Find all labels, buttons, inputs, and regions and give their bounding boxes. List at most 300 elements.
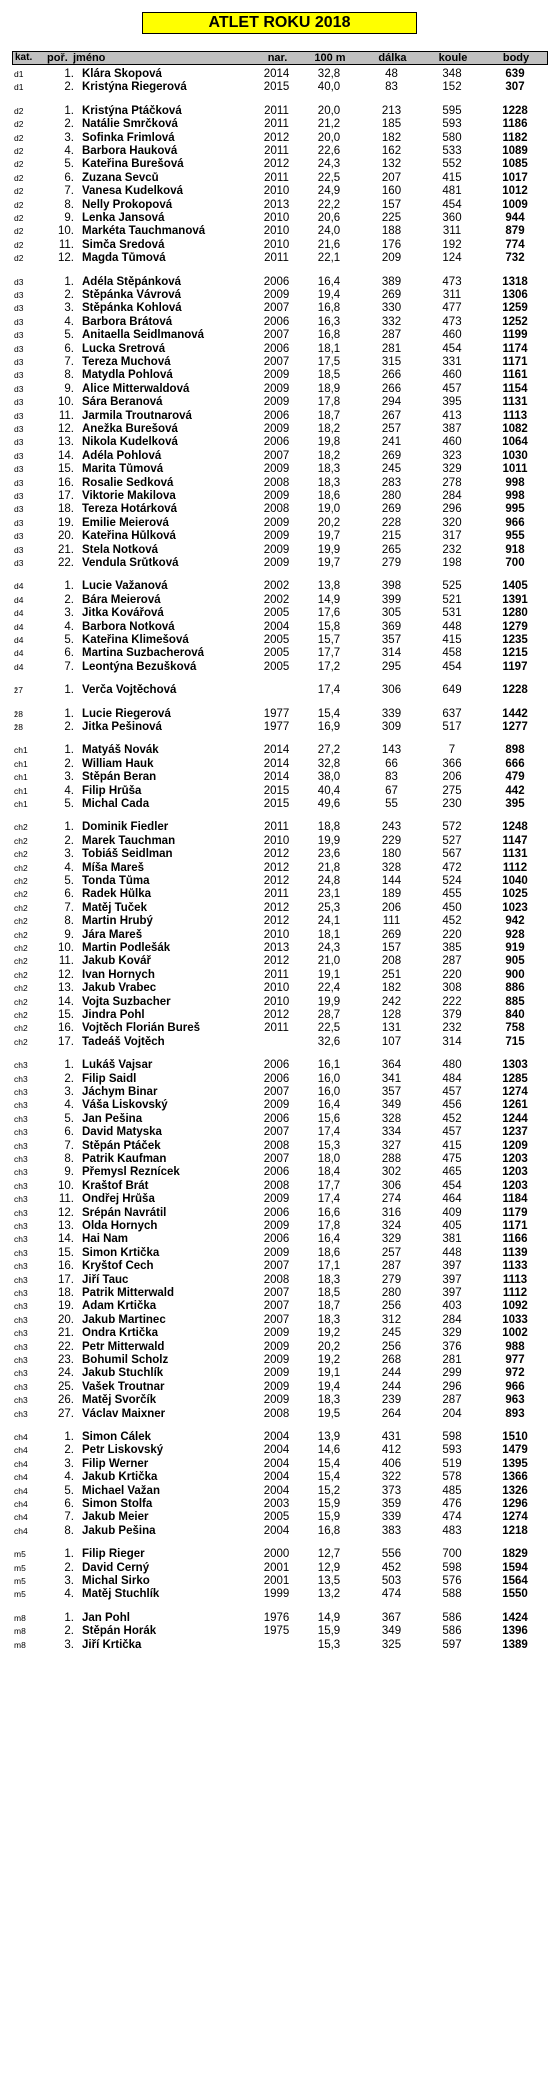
long-jump-cell: 398 — [381, 580, 402, 593]
birth-year-cell: 2004 — [263, 1457, 290, 1470]
rank-cell: 1. — [64, 104, 74, 117]
table-row — [12, 1525, 548, 1538]
long-jump-cell: 327 — [381, 1139, 402, 1152]
points-cell: 774 — [505, 238, 525, 251]
category-cell: d1 — [14, 69, 24, 79]
birth-year-cell: 2009 — [263, 1394, 290, 1407]
points-cell: 1017 — [502, 171, 528, 184]
shot-put-cell: 480 — [442, 1059, 462, 1072]
sprint-100m-cell: 19,8 — [317, 436, 341, 449]
points-cell: 1131 — [502, 848, 528, 861]
rank-cell: 13. — [58, 982, 74, 995]
points-cell: 885 — [505, 995, 525, 1008]
rank-cell: 4. — [64, 1099, 74, 1112]
birth-year-cell: 2014 — [263, 757, 290, 770]
points-cell: 1113 — [502, 409, 528, 422]
birth-year-cell: 2012 — [263, 131, 290, 144]
name-cell: Adam Krtička — [82, 1300, 157, 1313]
rank-cell: 8. — [64, 1524, 74, 1537]
header-dalka: dálka — [378, 52, 407, 64]
table-row — [12, 621, 548, 634]
birth-year-cell: 2015 — [263, 798, 290, 810]
long-jump-cell: 228 — [381, 516, 402, 529]
birth-year-cell: 2004 — [263, 1444, 290, 1457]
points-cell: 479 — [505, 771, 525, 784]
shot-put-cell: 484 — [442, 1072, 462, 1085]
shot-put-cell: 415 — [442, 634, 462, 646]
shot-put-cell: 454 — [442, 660, 462, 673]
long-jump-cell: 328 — [381, 1112, 402, 1125]
sprint-100m-cell: 25,3 — [317, 901, 341, 914]
category-cell: d3 — [14, 357, 24, 367]
sprint-100m-cell: 27,2 — [317, 744, 341, 757]
name-cell: Matyáš Novák — [82, 744, 159, 757]
name-cell: Lenka Jansová — [82, 212, 165, 224]
sprint-100m-cell: 38,0 — [317, 771, 341, 784]
shot-put-cell: 457 — [442, 1086, 462, 1098]
sprint-100m-cell: 21,2 — [317, 118, 341, 131]
category-cell: ch3 — [14, 1073, 28, 1084]
rank-cell: 2. — [64, 834, 74, 847]
birth-year-cell: 2005 — [263, 634, 290, 646]
header-poradi: poř. — [47, 52, 68, 64]
long-jump-cell: 283 — [381, 476, 402, 489]
rank-cell: 2. — [64, 757, 74, 770]
header-jmeno: jméno — [73, 52, 106, 64]
name-cell: Kristýna Ptáčková — [82, 104, 182, 117]
rank-cell: 23. — [58, 1354, 74, 1366]
table-row — [12, 1300, 548, 1313]
shot-put-cell: 403 — [442, 1300, 462, 1313]
sprint-100m-cell: 20,6 — [317, 212, 341, 224]
points-cell: 1424 — [502, 1611, 528, 1624]
shot-put-cell: 281 — [442, 1354, 462, 1366]
shot-put-cell: 472 — [442, 861, 462, 874]
rank-cell: 15. — [58, 463, 74, 476]
long-jump-cell: 189 — [381, 888, 402, 901]
shot-put-cell: 397 — [442, 1287, 462, 1299]
shot-put-cell: 415 — [442, 171, 462, 184]
points-cell: 1274 — [502, 1086, 528, 1098]
category-cell: ch2 — [14, 916, 28, 927]
birth-year-cell: 2010 — [263, 225, 290, 238]
points-cell: 1113 — [502, 1273, 528, 1286]
points-cell: 1228 — [502, 684, 528, 697]
shot-put-cell: 287 — [442, 1394, 462, 1407]
sprint-100m-cell: 15,3 — [317, 1638, 341, 1651]
shot-put-cell: 275 — [442, 784, 462, 797]
sprint-100m-cell: 18,7 — [317, 409, 341, 422]
long-jump-cell: 314 — [381, 647, 402, 660]
rank-cell: 4. — [64, 1471, 74, 1484]
sprint-100m-cell: 20,0 — [317, 104, 341, 117]
category-cell: d3 — [14, 343, 24, 354]
long-jump-cell: 431 — [381, 1431, 402, 1443]
name-cell: Matěj Tuček — [82, 901, 147, 914]
points-cell: 1326 — [502, 1484, 528, 1497]
birth-year-cell: 2009 — [263, 1099, 290, 1112]
category-cell: d1 — [14, 82, 24, 93]
points-cell: 1139 — [502, 1246, 528, 1259]
shot-put-cell: 387 — [442, 423, 462, 435]
birth-year-cell: 2015 — [263, 81, 290, 94]
table-row — [12, 530, 548, 543]
long-jump-cell: 279 — [381, 1273, 402, 1286]
table-row — [12, 343, 548, 356]
table-row — [12, 798, 548, 811]
birth-year-cell: 2009 — [263, 490, 290, 502]
name-cell: Štěpán Horák — [82, 1625, 157, 1638]
sprint-100m-cell: 18,7 — [317, 1300, 341, 1313]
category-cell: ch3 — [14, 1395, 28, 1406]
birth-year-cell: 2004 — [263, 1471, 290, 1484]
sprint-100m-cell: 17,6 — [317, 607, 341, 620]
long-jump-cell: 176 — [381, 238, 402, 251]
points-cell: 905 — [505, 955, 525, 968]
shot-put-cell: 527 — [442, 834, 462, 847]
long-jump-cell: 245 — [381, 463, 402, 476]
birth-year-cell: 2009 — [263, 530, 290, 543]
points-cell: 919 — [505, 942, 525, 954]
name-cell: Kateřina Hůlková — [82, 530, 176, 543]
category-cell: d3 — [14, 544, 24, 555]
shot-put-cell: 329 — [442, 463, 462, 476]
shot-put-cell: 220 — [442, 968, 462, 981]
table-row — [12, 634, 548, 647]
shot-put-cell: 700 — [442, 1548, 462, 1561]
name-cell: Michal Sirko — [82, 1575, 150, 1587]
rank-cell: 2. — [64, 81, 74, 94]
category-cell: d4 — [14, 661, 24, 672]
birth-year-cell: 2002 — [263, 580, 290, 593]
rank-cell: 10. — [58, 1179, 74, 1192]
table-row — [12, 1625, 548, 1638]
long-jump-cell: 280 — [381, 490, 402, 502]
rank-cell: 2. — [64, 1072, 74, 1085]
birth-year-cell: 2003 — [263, 1498, 290, 1510]
table-row — [12, 1180, 548, 1193]
category-cell: ch3 — [14, 1180, 28, 1191]
rank-cell: 6. — [64, 342, 74, 355]
table-row — [12, 1431, 548, 1444]
shot-put-cell: 415 — [442, 1139, 462, 1152]
sprint-100m-cell: 18,4 — [317, 1166, 341, 1179]
category-cell: ch4 — [14, 1512, 28, 1523]
sprint-100m-cell: 13,8 — [317, 580, 341, 593]
table-row — [12, 1498, 548, 1511]
rank-cell: 4. — [64, 784, 74, 797]
points-cell: 1564 — [502, 1575, 528, 1587]
birth-year-cell: 2006 — [263, 315, 290, 328]
sprint-100m-cell: 19,9 — [317, 834, 341, 847]
category-cell: ch3 — [14, 1194, 28, 1205]
name-cell: Barbora Brátová — [82, 315, 173, 328]
sprint-100m-cell: 19,4 — [317, 289, 341, 301]
long-jump-cell: 229 — [381, 834, 402, 847]
name-cell: Zuzana Sevců — [82, 171, 159, 184]
name-cell: Patrik Mitterwald — [82, 1287, 175, 1299]
rank-cell: 8. — [64, 1153, 74, 1165]
table-row — [12, 302, 548, 315]
sprint-100m-cell: 13,2 — [317, 1588, 341, 1601]
long-jump-cell: 132 — [381, 158, 402, 171]
rank-cell: 7. — [64, 185, 74, 198]
shot-put-cell: 454 — [442, 1179, 462, 1192]
name-cell: Kateřina Burešová — [82, 158, 184, 171]
sprint-100m-cell: 20,2 — [317, 1340, 341, 1353]
table-row — [12, 862, 548, 875]
name-cell: Štěpánka Vávrová — [82, 289, 182, 301]
points-cell: 1218 — [502, 1524, 528, 1537]
sprint-100m-cell: 21,6 — [317, 238, 341, 251]
table-row — [12, 1562, 548, 1575]
name-cell: Filip Saidl — [82, 1072, 137, 1085]
rank-cell: 12. — [58, 423, 74, 435]
name-cell: Bohumil Scholz — [82, 1354, 169, 1366]
rank-cell: 1. — [64, 275, 74, 288]
rank-cell: 5. — [64, 329, 74, 342]
birth-year-cell: 2012 — [263, 901, 290, 914]
long-jump-cell: 244 — [381, 1367, 402, 1380]
name-cell: Rosalie Šedková — [82, 476, 174, 489]
shot-put-cell: 284 — [442, 490, 462, 502]
sprint-100m-cell: 32,6 — [317, 1035, 341, 1048]
category-cell: ch3 — [14, 1247, 28, 1258]
name-cell: Matydla Pohlová — [82, 369, 173, 382]
sprint-100m-cell: 21,0 — [317, 955, 341, 968]
birth-year-cell: 2010 — [263, 834, 290, 847]
long-jump-cell: 143 — [381, 744, 402, 757]
sprint-100m-cell: 18,5 — [317, 369, 341, 382]
rank-cell: 3. — [64, 607, 74, 620]
long-jump-cell: 239 — [381, 1394, 402, 1407]
rank-cell: 16. — [58, 1260, 74, 1273]
category-cell: d3 — [14, 410, 24, 421]
header-koule: koule — [438, 52, 468, 64]
category-cell: d4 — [14, 594, 24, 605]
shot-put-cell: 637 — [442, 707, 462, 720]
category-cell: ch3 — [14, 1301, 28, 1312]
table-row — [12, 942, 548, 955]
name-cell: Štěpánka Kohlová — [82, 302, 182, 315]
sprint-100m-cell: 22,5 — [317, 171, 341, 184]
name-cell: Nelly Prokopová — [82, 198, 173, 211]
rank-cell: 16. — [58, 476, 74, 489]
shot-put-cell: 457 — [442, 1126, 462, 1139]
table-row — [12, 1099, 548, 1112]
sprint-100m-cell: 18,1 — [317, 928, 341, 941]
shot-put-cell: 455 — [442, 888, 462, 901]
category-cell: d4 — [14, 581, 24, 592]
category-cell: d3 — [14, 424, 24, 434]
table-row — [12, 1220, 548, 1233]
sprint-100m-cell: 19,4 — [317, 1380, 341, 1393]
table-row — [12, 145, 548, 158]
shot-put-cell: 198 — [442, 557, 462, 569]
shot-put-cell: 413 — [442, 409, 462, 422]
sprint-100m-cell: 17,4 — [317, 1126, 341, 1139]
rank-cell: 22. — [58, 1340, 74, 1353]
rank-cell: 5. — [64, 1112, 74, 1125]
table-row — [12, 955, 548, 968]
category-cell: d3 — [14, 316, 24, 327]
category-cell: ch4 — [14, 1499, 28, 1509]
shot-put-cell: 460 — [442, 369, 462, 382]
points-cell: 1442 — [502, 707, 528, 720]
table-row — [12, 1548, 548, 1561]
shot-put-cell: 450 — [442, 901, 462, 914]
shot-put-cell: 576 — [442, 1575, 462, 1587]
long-jump-cell: 241 — [381, 436, 402, 449]
rank-cell: 9. — [64, 382, 74, 395]
rank-cell: 26. — [58, 1394, 74, 1407]
category-cell: d2 — [14, 186, 24, 197]
rank-cell: 6. — [64, 888, 74, 901]
name-cell: Michael Važan — [82, 1484, 160, 1497]
points-cell: 972 — [505, 1367, 525, 1380]
long-jump-cell: 556 — [381, 1548, 402, 1561]
name-cell: Anitaella Seidlmanová — [82, 329, 205, 342]
long-jump-cell: 83 — [385, 771, 398, 784]
birth-year-cell: 2011 — [264, 145, 289, 157]
shot-put-cell: 598 — [442, 1431, 462, 1443]
birth-year-cell: 2009 — [263, 1354, 290, 1366]
category-cell: d4 — [14, 648, 24, 659]
rank-cell: 13. — [58, 436, 74, 449]
birth-year-cell: 2015 — [263, 784, 290, 797]
birth-year-cell: 2007 — [263, 1313, 290, 1326]
sprint-100m-cell: 17,7 — [317, 647, 341, 660]
points-cell: 1011 — [502, 463, 528, 476]
category-cell: ch1 — [14, 799, 28, 809]
points-cell: 1147 — [502, 834, 528, 847]
long-jump-cell: 182 — [381, 982, 402, 995]
shot-put-cell: 578 — [442, 1471, 462, 1484]
birth-year-cell: 2000 — [263, 1548, 290, 1561]
sprint-100m-cell: 20,2 — [317, 516, 341, 529]
name-cell: Vojta Suzbacher — [82, 995, 171, 1008]
category-cell: ch3 — [14, 1100, 28, 1111]
sprint-100m-cell: 22,2 — [317, 198, 341, 211]
name-cell: Lucie Riegerová — [82, 707, 171, 720]
shot-put-cell: 284 — [442, 1313, 462, 1326]
long-jump-cell: 329 — [381, 1233, 402, 1246]
table-row — [12, 1086, 548, 1099]
birth-year-cell: 2011 — [264, 821, 289, 834]
rank-cell: 10. — [58, 942, 74, 954]
long-jump-cell: 256 — [381, 1300, 402, 1313]
shot-put-cell: 524 — [442, 875, 462, 887]
points-cell: 998 — [505, 476, 525, 489]
category-cell: ch3 — [14, 1341, 28, 1352]
name-cell: Tadeáš Vojtěch — [82, 1035, 165, 1048]
category-cell: d2 — [14, 146, 24, 156]
table-row — [12, 1153, 548, 1166]
sprint-100m-cell: 22,6 — [317, 145, 341, 157]
points-cell: 918 — [505, 543, 525, 556]
shot-put-cell: 483 — [442, 1524, 462, 1537]
category-cell: ch3 — [14, 1288, 28, 1298]
points-cell: 700 — [505, 557, 525, 569]
birth-year-cell: 2012 — [263, 955, 290, 968]
category-cell: ch1 — [14, 745, 28, 756]
sprint-100m-cell: 13,5 — [317, 1575, 341, 1587]
table-row — [12, 1059, 548, 1072]
sprint-100m-cell: 15,3 — [317, 1139, 341, 1152]
birth-year-cell: 1977 — [263, 707, 290, 720]
name-cell: Jakub Stuchlík — [82, 1367, 164, 1380]
shot-put-cell: 124 — [442, 252, 462, 265]
table-row — [12, 1247, 548, 1260]
table-row — [12, 185, 548, 198]
table-row — [12, 1287, 548, 1300]
category-cell: ch3 — [14, 1314, 28, 1325]
name-cell: Markéta Tauchmanová — [82, 225, 206, 238]
name-cell: Kraštof Brát — [82, 1179, 149, 1192]
category-cell: m8 — [14, 1626, 26, 1637]
table-row — [12, 1166, 548, 1179]
name-cell: Filip Werner — [82, 1457, 149, 1470]
name-cell: Váša Liskovský — [82, 1099, 168, 1112]
rank-cell: 3. — [64, 1638, 74, 1651]
shot-put-cell: 452 — [442, 915, 462, 928]
rank-cell: 11. — [58, 1193, 74, 1206]
points-cell: 1405 — [502, 580, 528, 593]
table-row — [12, 410, 548, 423]
category-cell: d3 — [14, 464, 24, 475]
sprint-100m-cell: 14,9 — [317, 593, 341, 606]
birth-year-cell: 2009 — [263, 1340, 290, 1353]
shot-put-cell: 7 — [448, 744, 456, 757]
rank-cell: 13. — [58, 1220, 74, 1232]
category-cell: ch3 — [14, 1087, 28, 1097]
shot-put-cell: 649 — [442, 684, 462, 697]
shot-put-cell: 206 — [442, 771, 462, 784]
sprint-100m-cell: 17,1 — [317, 1260, 341, 1273]
category-cell: ch3 — [14, 1328, 28, 1339]
category-cell: ch4 — [14, 1458, 28, 1469]
rank-cell: 2. — [64, 1444, 74, 1457]
birth-year-cell: 2009 — [263, 369, 290, 382]
category-cell: d2 — [14, 159, 24, 170]
category-cell: ch2 — [14, 876, 28, 886]
birth-year-cell: 2010 — [263, 238, 290, 251]
shot-put-cell: 598 — [442, 1561, 462, 1574]
birth-year-cell: 2014 — [263, 68, 290, 80]
shot-put-cell: 521 — [442, 593, 462, 606]
long-jump-cell: 207 — [381, 171, 402, 184]
rank-cell: 12. — [58, 1206, 74, 1219]
shot-put-cell: 379 — [442, 1009, 462, 1021]
name-cell: Radek Hůlka — [82, 888, 152, 901]
long-jump-cell: 83 — [385, 81, 398, 94]
table-row — [12, 647, 548, 660]
category-cell: d2 — [14, 172, 24, 183]
name-cell: Tonda Tůma — [82, 875, 150, 887]
birth-year-cell: 2013 — [263, 198, 290, 211]
rank-cell: 4. — [64, 620, 74, 633]
shot-put-cell: 572 — [442, 821, 462, 834]
shot-put-cell: 588 — [442, 1588, 462, 1601]
points-cell: 1112 — [502, 861, 528, 874]
long-jump-cell: 279 — [381, 557, 402, 569]
sprint-100m-cell: 16,1 — [317, 1059, 341, 1072]
header-100m: 100 m — [314, 52, 346, 64]
long-jump-cell: 406 — [381, 1457, 402, 1470]
birth-year-cell: 2007 — [263, 1260, 290, 1273]
name-cell: Olda Hornych — [82, 1220, 158, 1232]
shot-put-cell: 395 — [442, 396, 462, 409]
